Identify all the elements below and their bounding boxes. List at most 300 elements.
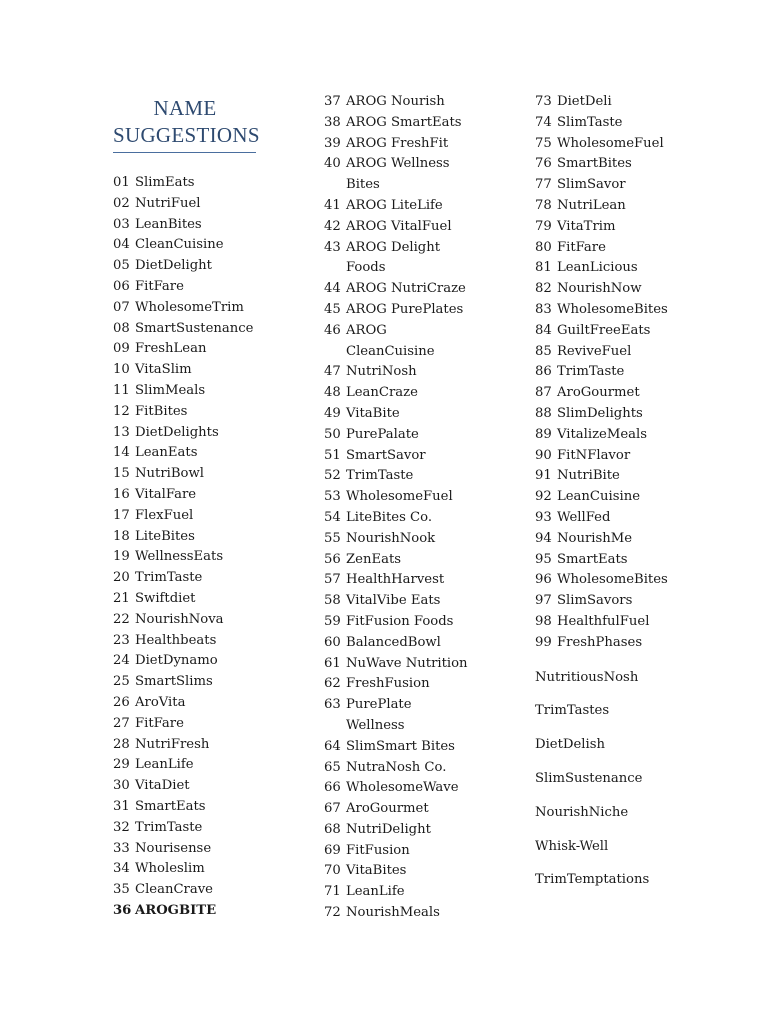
item-number: 57 xyxy=(324,572,341,588)
item-number: 63 xyxy=(324,697,341,713)
item-name: SlimSmart Bites xyxy=(346,738,455,754)
item-number: 21 xyxy=(113,590,130,606)
name-item xyxy=(324,633,474,654)
item-number: 12 xyxy=(113,403,130,419)
item-number: 08 xyxy=(113,320,130,336)
item-number: 15 xyxy=(113,466,130,482)
item-number: 16 xyxy=(113,486,130,502)
name-item xyxy=(324,362,474,383)
name-item xyxy=(324,799,474,820)
item-name: ReviveFuel xyxy=(557,343,632,359)
item-name: FitFare xyxy=(135,715,184,731)
item-name: FitFusion xyxy=(346,842,410,858)
item-name: AROG CleanCuisine xyxy=(346,322,435,359)
item-number: 77 xyxy=(535,177,552,193)
item-name: WholesomeFuel xyxy=(557,135,664,151)
item-name: Swiftdiet xyxy=(135,590,196,606)
name-item xyxy=(113,527,313,548)
name-item xyxy=(535,321,735,342)
name-item xyxy=(113,693,313,714)
name-item xyxy=(324,300,474,321)
item-number: 59 xyxy=(324,613,341,629)
item-name: AROG Wellness Bites xyxy=(346,156,450,193)
name-item xyxy=(535,92,735,113)
name-item xyxy=(324,674,474,695)
item-number: 42 xyxy=(324,218,341,234)
name-item xyxy=(324,217,474,238)
item-name: SmartEats xyxy=(135,798,206,814)
item-name: WholesomeBites xyxy=(557,572,668,588)
name-item xyxy=(113,339,313,360)
item-name: FitBites xyxy=(135,403,188,419)
item-number: 32 xyxy=(113,819,130,835)
name-item xyxy=(113,818,313,839)
item-name: GuiltFreeEats xyxy=(557,322,651,338)
item-number: 72 xyxy=(324,905,341,921)
name-item xyxy=(324,404,474,425)
name-item xyxy=(324,154,474,196)
item-number: 30 xyxy=(113,778,130,794)
item-name: NourishNova xyxy=(135,611,224,627)
name-item xyxy=(535,300,735,321)
item-name: ZenEats xyxy=(346,551,402,567)
item-number: 91 xyxy=(535,468,552,484)
item-name: WellFed xyxy=(557,509,611,525)
item-name: NourishNook xyxy=(346,530,436,546)
name-item xyxy=(535,279,735,300)
item-name: FitFusion Foods xyxy=(346,613,454,629)
item-number: 69 xyxy=(324,842,341,858)
item-name: NutriDelight xyxy=(346,821,431,837)
item-name: LeanLicious xyxy=(557,260,638,276)
item-name: SlimDelights xyxy=(557,405,643,421)
item-number: 62 xyxy=(324,676,341,692)
name-item xyxy=(535,550,735,571)
item-name: AROG FreshFit xyxy=(346,135,449,151)
extra-name-item: TrimTemptations xyxy=(535,872,650,888)
item-number: 11 xyxy=(113,382,130,398)
item-name: VitaBite xyxy=(346,405,400,421)
name-item xyxy=(535,113,735,134)
item-number: 76 xyxy=(535,156,552,172)
item-name: TrimTaste xyxy=(557,364,625,380)
item-number: 39 xyxy=(324,135,341,151)
item-number: 07 xyxy=(113,299,130,315)
item-number: 80 xyxy=(535,239,552,255)
item-name: SlimMeals xyxy=(135,382,206,398)
name-item xyxy=(324,737,474,758)
item-name: DietDynamo xyxy=(135,653,218,669)
item-number: 86 xyxy=(535,364,552,380)
item-name: LeanCraze xyxy=(346,385,418,401)
item-number: 02 xyxy=(113,195,130,211)
item-name: WholesomeTrim xyxy=(135,299,244,315)
item-name: PurePlate Wellness xyxy=(346,697,412,733)
name-item xyxy=(535,446,735,467)
name-item xyxy=(113,485,313,506)
item-name: FreshFusion xyxy=(346,676,430,692)
item-name: NutriBite xyxy=(557,468,620,484)
item-name: SlimSavors xyxy=(557,593,633,609)
item-name: BalancedBowl xyxy=(346,634,441,650)
item-number: 97 xyxy=(535,593,552,609)
name-item xyxy=(535,633,735,654)
item-number: 95 xyxy=(535,551,552,567)
name-item xyxy=(535,383,735,404)
name-item xyxy=(324,654,474,675)
name-item xyxy=(324,861,474,882)
name-column-1 xyxy=(113,173,313,922)
item-name: AroVita xyxy=(135,694,186,710)
item-name: FitFare xyxy=(135,278,184,294)
item-name: FlexFuel xyxy=(135,507,194,523)
name-item xyxy=(535,425,735,446)
name-item xyxy=(535,342,735,363)
item-name: SmartBites xyxy=(557,156,632,172)
name-item xyxy=(324,487,474,508)
item-number: 50 xyxy=(324,426,341,442)
item-number: 33 xyxy=(113,840,130,856)
item-number: 47 xyxy=(324,364,341,380)
item-number: 44 xyxy=(324,281,341,297)
name-item xyxy=(113,859,313,880)
name-item xyxy=(324,196,474,217)
name-item xyxy=(324,279,474,300)
name-item xyxy=(113,360,313,381)
item-number: 51 xyxy=(324,447,341,463)
item-name: NourishMe xyxy=(557,530,633,546)
item-name: SmartEats xyxy=(557,551,628,567)
name-item xyxy=(113,568,313,589)
item-number: 17 xyxy=(113,507,130,523)
name-item xyxy=(535,154,735,175)
name-item xyxy=(113,256,313,277)
name-item xyxy=(113,755,313,776)
item-number: 46 xyxy=(324,322,341,338)
item-number: 99 xyxy=(535,634,552,650)
item-name: DietDelights xyxy=(135,424,219,440)
name-item xyxy=(113,839,313,860)
extra-name-item: SlimSustenance xyxy=(535,770,643,786)
name-item xyxy=(113,651,313,672)
item-number: 83 xyxy=(535,301,552,317)
item-number: 53 xyxy=(324,489,341,505)
item-name: AROG LiteLife xyxy=(346,197,443,213)
name-item xyxy=(535,612,735,633)
item-name: WellnessEats xyxy=(135,549,224,565)
item-name: FitFare xyxy=(557,239,606,255)
item-number: 78 xyxy=(535,197,552,213)
item-name: VitaBites xyxy=(346,863,407,879)
item-name: CleanCrave xyxy=(135,882,213,898)
item-number: 54 xyxy=(324,509,341,525)
item-number: 98 xyxy=(535,613,552,629)
name-item xyxy=(535,196,735,217)
item-number: 41 xyxy=(324,197,341,213)
item-number: 74 xyxy=(535,114,552,130)
name-item xyxy=(113,880,313,901)
name-item xyxy=(535,258,735,279)
item-number: 85 xyxy=(535,343,552,359)
item-name: SlimTaste xyxy=(557,114,623,130)
item-number: 34 xyxy=(113,861,130,877)
item-number: 37 xyxy=(324,94,341,109)
item-name: FreshPhases xyxy=(557,634,643,650)
name-item xyxy=(113,464,313,485)
item-name: NutriFuel xyxy=(135,195,201,211)
item-number: 45 xyxy=(324,301,341,317)
item-name: VitaDiet xyxy=(135,778,190,794)
item-name: SmartSlims xyxy=(135,674,213,690)
item-name: AROGBITE xyxy=(135,902,217,918)
item-name: TrimTaste xyxy=(135,819,203,835)
item-name: LiteBites xyxy=(135,528,195,544)
item-number: 22 xyxy=(113,611,130,627)
item-name: Healthbeats xyxy=(135,632,217,648)
item-name: Wholeslim xyxy=(135,861,205,877)
item-number: 06 xyxy=(113,278,130,294)
item-name: DietDelight xyxy=(135,258,212,274)
item-number: 05 xyxy=(113,258,130,274)
item-number: 38 xyxy=(324,114,341,130)
name-item xyxy=(113,714,313,735)
name-item xyxy=(535,217,735,238)
item-name: WholesomeBites xyxy=(557,301,668,317)
item-number: 71 xyxy=(324,884,341,900)
item-number: 09 xyxy=(113,341,130,357)
name-item xyxy=(324,425,474,446)
item-name: LeanLife xyxy=(346,884,405,900)
name-item xyxy=(324,758,474,779)
item-number: 56 xyxy=(324,551,341,567)
item-number: 25 xyxy=(113,674,130,690)
name-item xyxy=(535,362,735,383)
name-item xyxy=(324,550,474,571)
name-item xyxy=(324,383,474,404)
item-number: 61 xyxy=(324,655,341,671)
item-name: AROG VitalFuel xyxy=(346,218,452,234)
name-column-2 xyxy=(324,92,474,924)
name-item xyxy=(535,134,735,155)
item-number: 93 xyxy=(535,509,552,525)
name-item xyxy=(324,570,474,591)
item-name: LeanLife xyxy=(135,757,194,773)
item-number: 94 xyxy=(535,530,552,546)
name-item xyxy=(535,404,735,425)
name-item xyxy=(113,735,313,756)
item-name: CleanCuisine xyxy=(135,237,224,253)
name-item xyxy=(535,529,735,550)
name-item xyxy=(113,672,313,693)
name-item xyxy=(324,446,474,467)
name-item xyxy=(324,612,474,633)
item-name: LeanBites xyxy=(135,216,202,232)
item-number: 70 xyxy=(324,863,341,879)
name-item xyxy=(324,134,474,155)
item-number: 26 xyxy=(113,694,130,710)
name-item xyxy=(324,238,474,280)
page-title xyxy=(113,95,260,149)
name-item xyxy=(535,238,735,259)
item-number: 20 xyxy=(113,570,130,586)
item-number: 36 xyxy=(113,902,132,918)
item-name: SmartSavor xyxy=(346,447,426,463)
item-name: SmartSustenance xyxy=(135,320,254,336)
item-number: 13 xyxy=(113,424,130,440)
title-underline xyxy=(113,152,256,153)
item-name: Nourisense xyxy=(135,840,212,856)
name-item xyxy=(324,508,474,529)
name-item xyxy=(324,841,474,862)
item-number: 24 xyxy=(113,653,130,669)
item-number: 23 xyxy=(113,632,130,648)
item-name: DietDeli xyxy=(557,94,612,109)
item-number: 88 xyxy=(535,405,552,421)
item-number: 55 xyxy=(324,530,341,546)
item-number: 81 xyxy=(535,260,552,276)
item-number: 18 xyxy=(113,528,130,544)
item-number: 73 xyxy=(535,94,552,109)
item-name: TrimTaste xyxy=(346,468,414,484)
item-number: 75 xyxy=(535,135,552,151)
item-number: 29 xyxy=(113,757,130,773)
item-number: 35 xyxy=(113,882,130,898)
item-number: 58 xyxy=(324,593,341,609)
item-number: 67 xyxy=(324,801,341,817)
item-number: 52 xyxy=(324,468,341,484)
item-number: 01 xyxy=(113,175,130,190)
name-item xyxy=(113,443,313,464)
item-number: 90 xyxy=(535,447,552,463)
name-item xyxy=(535,487,735,508)
item-name: LeanEats xyxy=(135,445,198,461)
item-number: 82 xyxy=(535,281,552,297)
name-item xyxy=(324,466,474,487)
item-name: NutriBowl xyxy=(135,466,204,482)
item-name: SlimSavor xyxy=(557,177,626,193)
name-column-3 xyxy=(535,92,735,891)
extra-name-item: NourishNiche xyxy=(535,804,629,820)
item-number: 92 xyxy=(535,489,552,505)
item-number: 10 xyxy=(113,362,130,378)
name-item xyxy=(113,194,313,215)
extra-names-list xyxy=(535,668,735,892)
item-number: 03 xyxy=(113,216,130,232)
item-number: 49 xyxy=(324,405,341,421)
name-item xyxy=(113,235,313,256)
item-number: 31 xyxy=(113,798,130,814)
item-name: SlimEats xyxy=(135,175,195,190)
name-item xyxy=(324,903,474,924)
name-list xyxy=(535,92,735,654)
name-item xyxy=(324,695,474,737)
item-number: 60 xyxy=(324,634,341,650)
name-item xyxy=(113,215,313,236)
item-name: VitalizeMeals xyxy=(557,426,648,442)
title-line: NAME xyxy=(153,96,217,120)
item-name: WholesomeWave xyxy=(346,780,459,796)
name-item xyxy=(535,570,735,591)
item-name: AROG SmartEats xyxy=(346,114,462,130)
item-number: 40 xyxy=(324,156,341,172)
name-item xyxy=(324,113,474,134)
item-number: 89 xyxy=(535,426,552,442)
item-name: AroGourmet xyxy=(346,801,429,817)
item-name: VitaTrim xyxy=(557,218,616,234)
item-number: 87 xyxy=(535,385,552,401)
name-item xyxy=(113,610,313,631)
name-item xyxy=(113,589,313,610)
name-item xyxy=(113,298,313,319)
name-item xyxy=(535,591,735,612)
item-name: VitaSlim xyxy=(135,362,192,378)
name-item xyxy=(324,92,474,113)
name-item xyxy=(113,173,313,194)
item-number: 14 xyxy=(113,445,130,461)
item-name: NutriNosh xyxy=(346,364,417,380)
name-item xyxy=(113,797,313,818)
item-name: VitalFare xyxy=(135,486,197,502)
item-number: 84 xyxy=(535,322,552,338)
extra-name-item: Whisk-Well xyxy=(535,838,609,854)
item-name: HealthfulFuel xyxy=(557,613,650,629)
item-name: WholesomeFuel xyxy=(346,489,453,505)
item-name: FreshLean xyxy=(135,341,207,357)
item-name: NourishMeals xyxy=(346,905,440,921)
item-name: AROG Nourish xyxy=(346,94,445,109)
name-item xyxy=(324,529,474,550)
item-name: FitNFlavor xyxy=(557,447,631,463)
item-name: NutraNosh Co. xyxy=(346,759,447,775)
item-number: 96 xyxy=(535,572,552,588)
name-item xyxy=(324,778,474,799)
item-name: AROG PurePlates xyxy=(346,301,464,317)
item-name: AROG NutriCraze xyxy=(346,281,466,297)
extra-name-item: DietDelish xyxy=(535,737,605,753)
item-number: 79 xyxy=(535,218,552,234)
name-item xyxy=(113,277,313,298)
name-item xyxy=(113,547,313,568)
item-number: 64 xyxy=(324,738,341,754)
extra-name-item: NutritiousNosh xyxy=(535,669,639,685)
item-number: 19 xyxy=(113,549,130,565)
item-name: AROG Delight Foods xyxy=(346,239,441,276)
name-item xyxy=(113,402,313,423)
name-item xyxy=(535,466,735,487)
name-item xyxy=(113,423,313,444)
item-name: NutriFresh xyxy=(135,736,210,752)
item-name: PurePalate xyxy=(346,426,419,442)
name-item xyxy=(535,175,735,196)
name-item xyxy=(113,776,313,797)
item-name: VitalVibe Eats xyxy=(346,593,441,609)
item-name: NuWave Nutrition xyxy=(346,655,468,671)
item-number: 43 xyxy=(324,239,341,255)
item-name: NutriLean xyxy=(557,197,626,213)
item-number: 66 xyxy=(324,780,341,796)
name-item xyxy=(113,901,313,922)
extra-name-item: TrimTastes xyxy=(535,703,610,719)
item-number: 28 xyxy=(113,736,130,752)
item-name: HealthHarvest xyxy=(346,572,445,588)
item-name: NourishNow xyxy=(557,281,642,297)
title-line: SUGGESTIONS xyxy=(113,123,260,147)
item-number: 68 xyxy=(324,821,341,837)
item-number: 27 xyxy=(113,715,130,731)
name-item xyxy=(113,506,313,527)
name-item xyxy=(113,381,313,402)
item-name: TrimTaste xyxy=(135,570,203,586)
